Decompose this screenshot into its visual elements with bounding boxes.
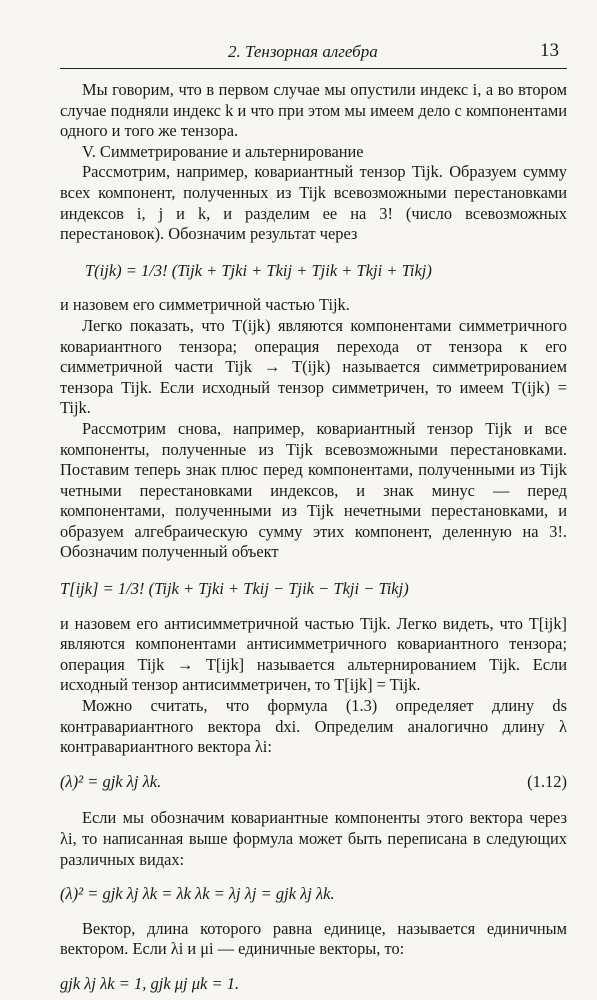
paragraph-8: Если мы обозначим ковариантные компоненты этого вектора через λi, то написанная выше формула может быть переписана в следующих различных видах: bbox=[60, 808, 567, 869]
formula-length-forms: (λ)² = gjk λj λk = λk λk = λj λj = gjk λj λk. bbox=[60, 884, 335, 904]
paragraph-1: Мы говорим, что в первом случае мы опустили индекс i, а во втором случае подняли индекс k и что при этом мы имеем дело с компонентами одного и того же тензора. bbox=[60, 80, 567, 141]
page-body bbox=[60, 80, 567, 995]
paragraph-6: и назовем его антисимметричной частью Tijk. Легко видеть, что T[ijk] являются компонентами антисимметричного ковариантного тензора; операция Tijk → T[ijk] называется альтернированием Tijk. Если исходный тензор антисимметричен, то T[ijk] = Tijk. bbox=[60, 613, 567, 695]
chapter-title: 2. Тензорная алгебра bbox=[228, 42, 378, 61]
paragraph-9: Вектор, длина которого равна единице, называется единичным вектором. Если λi и μi — единичные векторы, то: bbox=[60, 918, 567, 959]
formula-vector-length-text: (λ)² = gjk λj λk. bbox=[60, 771, 162, 791]
paragraph-5: Рассмотрим снова, например, ковариантный тензор Tijk и все компоненты, полученные из Tijk всевозможными перестановками. Поставим теперь знак плюс перед компонентами, полученными из Tijk четными перестановками индексов, и знак минус — перед компонентами, полученными из Tijk нечетными перестановками, и образуем алгебраическую сумму этих компонент, деленную на 3!. Обозначим полученный объект bbox=[60, 418, 567, 562]
running-header bbox=[60, 40, 567, 70]
formula-antisymmetric-part: T[ijk] = 1/3! (Tijk + Tjki + Tkij − Tjik − Tkji − Tikj) bbox=[60, 579, 409, 599]
paragraph-7: Можно считать, что формула (1.3) определяет длину ds контравариантного вектора dxi. Определим аналогично длину λ контравариантного вектора λi: bbox=[60, 696, 567, 757]
header-rule bbox=[60, 68, 567, 69]
paragraph-3: и назовем его симметричной частью Tijk. bbox=[60, 295, 350, 315]
paragraph-2: Рассмотрим, например, ковариантный тензор Tijk. Образуем сумму всех компонент, полученных из Tijk всевозможными перестановками индексов i, j и k, и разделим ее на 3! (число всевозможных перестановок). Обозначим результат через bbox=[60, 162, 567, 244]
formula-symmetric-part: T(ijk) = 1/3! (Tijk + Tjki + Tkij + Tjik + Tkji + Tikj) bbox=[85, 260, 432, 280]
section-heading: V. Симметрирование и альтернирование bbox=[82, 141, 364, 161]
equation-number: (1.12) bbox=[527, 771, 567, 791]
formula-unit-vectors: gjk λj λk = 1, gjk μj μk = 1. bbox=[60, 973, 240, 993]
formula-vector-length bbox=[60, 758, 567, 809]
paragraph-4: Легко показать, что T(ijk) являются компонентами симметричного ковариантного тензора; операция перехода от тензора к его симметричной части Tijk → T(ijk) называется симметрированием тензора Tijk. Если исходный тензор симметричен, то имеем T(ijk) = Tijk. bbox=[60, 315, 567, 418]
page-number: 13 bbox=[540, 40, 559, 61]
